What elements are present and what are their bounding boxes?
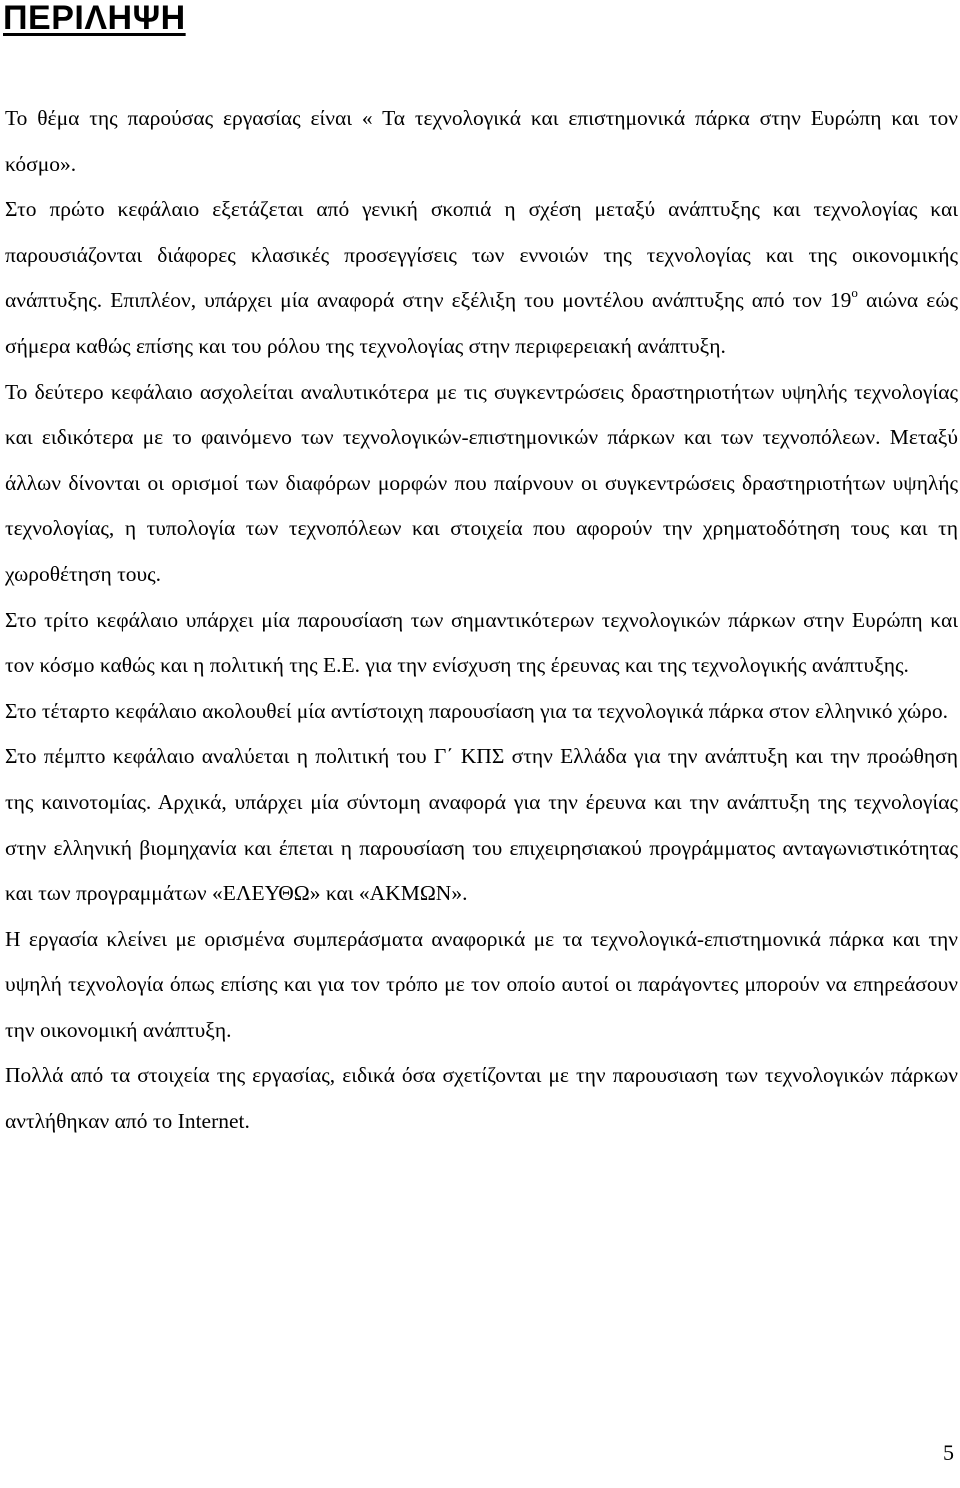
page-title: ΠΕΡΙΛΗΨΗ xyxy=(3,0,186,37)
paragraph-topic: Το θέμα της παρούσας εργασίας είναι « Τα τεχνολογικά και επιστημονικά πάρκα στην Ευρώπη και τον κόσμο». xyxy=(5,106,958,176)
paragraph-chapter-1-text-cont: αιώνα εώς σήμερα καθώς επίσης και του ρόλου της τεχνολογίας στην περιφερειακή ανάπτυξη. xyxy=(5,288,958,358)
paragraph-chapter-2: Το δεύτερο κεφάλαιο ασχολείται αναλυτικότερα με τις συγκεντρώσεις δραστηριοτήτων υψηλής τεχνολογίας και ειδικότερα με το φαινόμενο των τεχνολογικών-επιστημονικών πάρκων και των τεχνοπόλεων. Μεταξύ άλλων δίνονται οι ορισμοί των διαφόρων μορφών που παίρνουν οι συγκεντρώσεις δραστηριοτήτων υψηλής τεχνολογίας, η τυπολογία των τεχνοπόλεων και στοιχεία που αφορούν την χρηματοδότηση τους και τη χωροθέτηση τους. xyxy=(5,379,958,586)
paragraph-chapter-1 xyxy=(5,187,958,369)
paragraph-chapter-3: Στο τρίτο κεφάλαιο υπάρχει μία παρουσίαση των σημαντικότερων τεχνολογικών πάρκων στην Ευρώπη και τον κόσμο καθώς και η πολιτική της Ε.Ε. για την ενίσχυση της έρευνας και της τεχνολογικής ανάπτυξης. xyxy=(5,607,958,678)
paragraph-chapter-5: Στο πέμπτο κεφάλαιο αναλύεται η πολιτική του Γ΄ ΚΠΣ στην Ελλάδα για την ανάπτυξη και την προώθηση της καινοτομίας. Αρχικά, υπάρχει μία σύντομη αναφορά για την έρευνα και την ανάπτυξη της τεχνολογίας στην ελληνική βιομηχανία και έπεται η παρουσίαση του επιχειρησιακού προγράμματος ανταγωνιστικότητας και των προγραμμάτων «ΕΛΕΥΘΩ» και «ΑΚΜΩΝ». xyxy=(5,744,958,906)
paragraph-chapter-1-text: Στο πρώτο κεφάλαιο εξετάζεται από γενική σκοπιά η σχέση μεταξύ ανάπτυξης και τεχνολογίας και παρουσιάζονται διάφορες κλασικές προσεγγίσεις των εννοιών της τεχνολογίας και της οικονομικής ανάπτυξης. Επιπλέον, υπάρχει μία αναφορά στην εξέλιξη του μοντέλου ανάπτυξης από τον 19 xyxy=(5,197,958,313)
paragraph-sources: Πολλά από τα στοιχεία της εργασίας, ειδικά όσα σχετίζονται με την παρουσιαση των τεχνολογικών πάρκων αντλήθηκαν από το Internet. xyxy=(5,1063,958,1134)
body-text xyxy=(5,96,958,1145)
paragraph-chapter-4: Στο τέταρτο κεφάλαιο ακολουθεί μία αντίστοιχη παρουσίαση για τα τεχνολογικά πάρκα στον ελληνικό χώρο. xyxy=(5,698,948,723)
ordinal-superscript: ο xyxy=(851,285,858,301)
page-number: 5 xyxy=(943,1440,954,1465)
paragraph-conclusion: Η εργασία κλείνει με ορισμένα συμπεράσματα αναφορικά με τα τεχνολογικά-επιστημονικά πάρκα και την υψηλή τεχνολογία όπως επίσης και για τον τρόπο με τον οποίο αυτοί οι παράγοντες μπορούν να επηρεάσουν την οικονομική ανάπτυξη. xyxy=(5,926,958,1042)
